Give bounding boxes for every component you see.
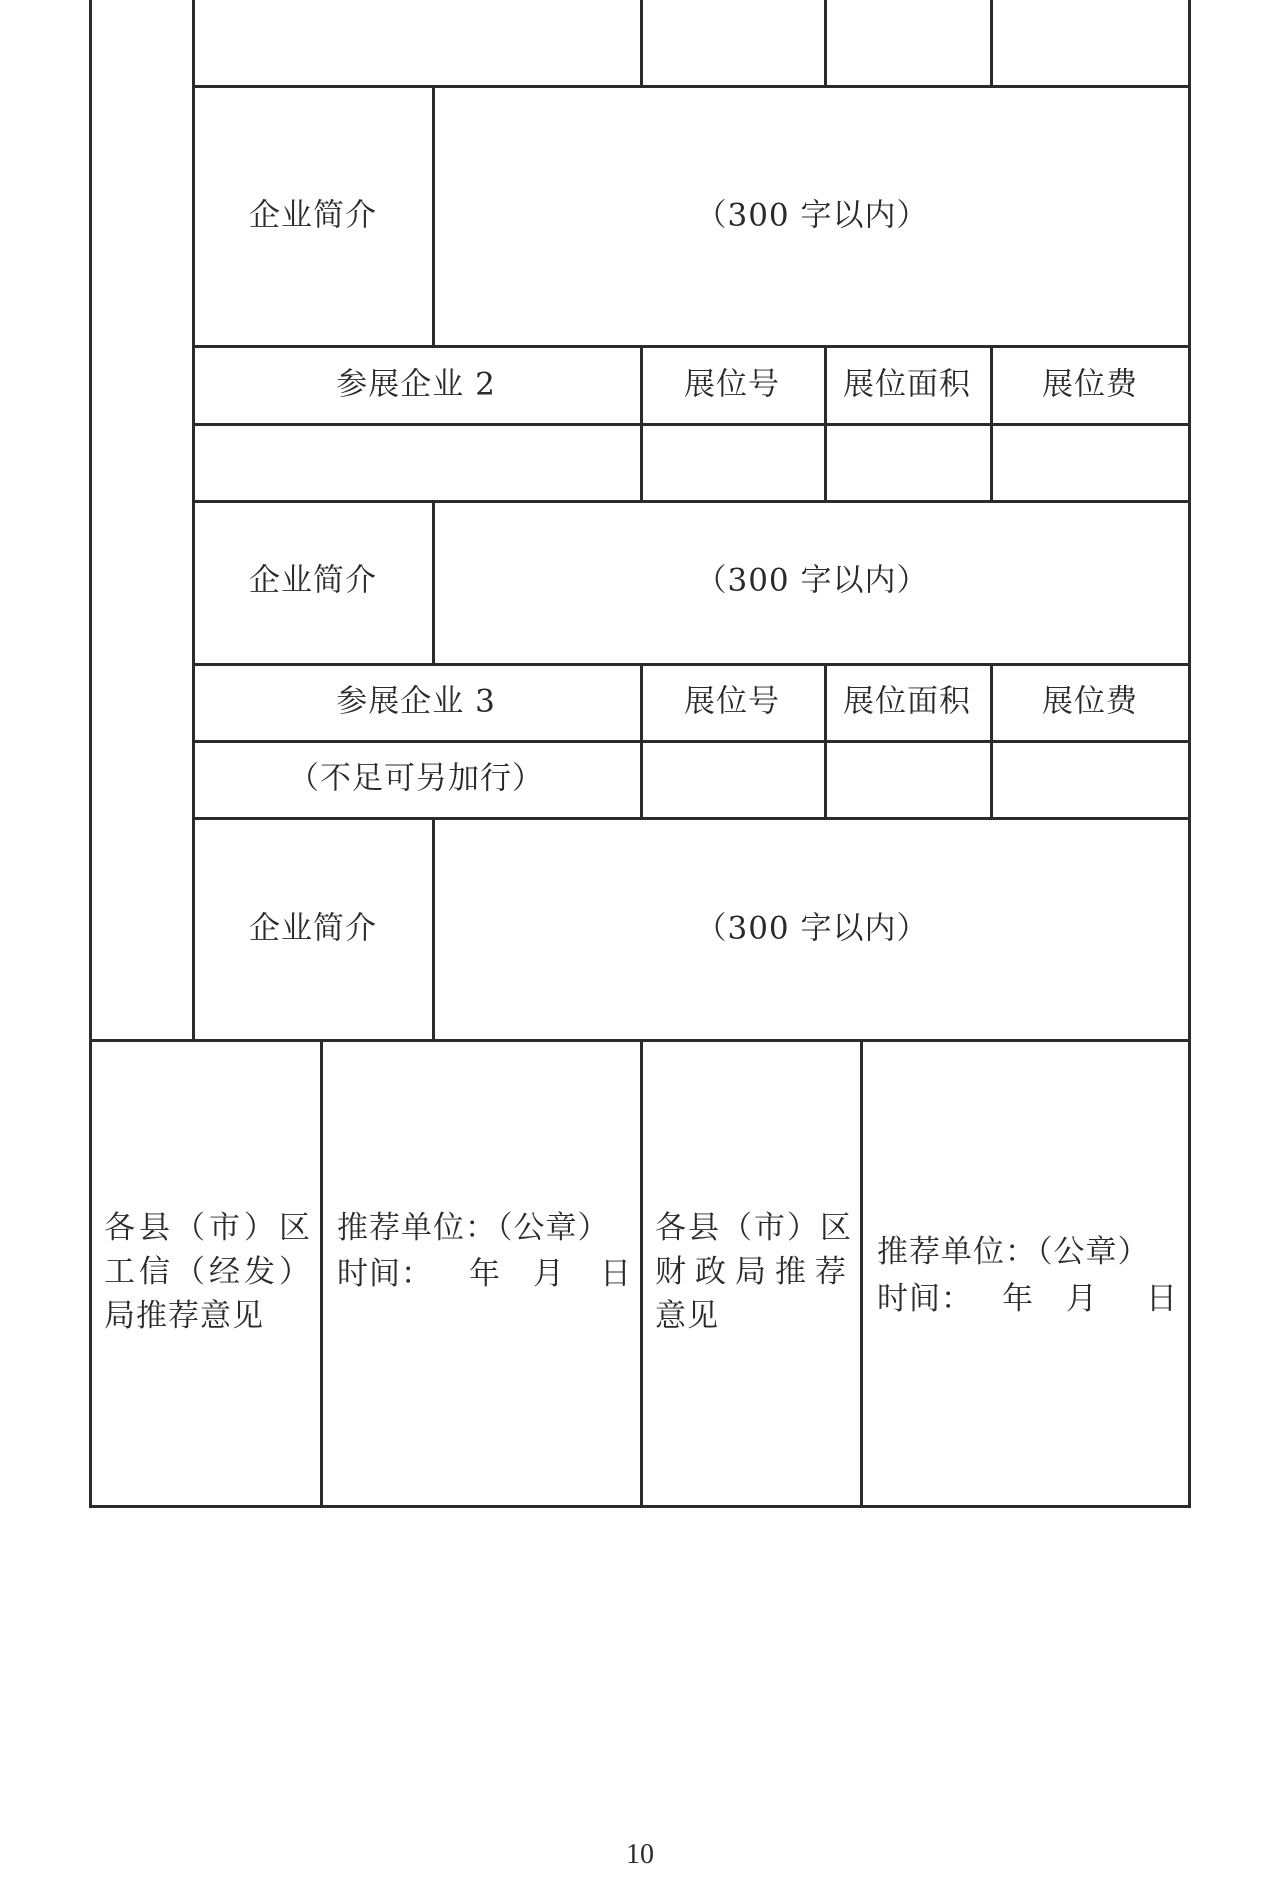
opinion2-label-line1: 各县（市）区 xyxy=(655,1210,853,1246)
opinion1-unit: 推荐单位：（公章） xyxy=(337,1210,610,1246)
company3-note: （不足可另加行） xyxy=(288,760,544,797)
row-line xyxy=(192,740,1191,743)
opinion1-year: 年 xyxy=(469,1256,501,1292)
intro-hint-3: （300 字以内） xyxy=(695,910,929,947)
company2-label: 参展企业 2 xyxy=(336,366,496,403)
divider xyxy=(640,0,643,88)
opinion2-month: 月 xyxy=(1066,1281,1098,1317)
row-line xyxy=(192,85,1191,88)
divider xyxy=(990,0,993,88)
opinion2-year: 年 xyxy=(1002,1281,1034,1317)
company3-booth-area: 展位面积 xyxy=(843,683,971,720)
company-intro-label-1: 企业简介 xyxy=(249,197,377,234)
divider xyxy=(824,0,827,88)
opinion1-label-line3: 局推荐意见 xyxy=(104,1298,264,1334)
row-line xyxy=(192,423,1191,426)
company2-booth-fee: 展位费 xyxy=(1042,366,1138,403)
opinion2-time: 时间： xyxy=(877,1281,973,1317)
intro-hint-2: （300 字以内） xyxy=(695,562,929,599)
divider xyxy=(320,1039,323,1508)
company2-booth-area: 展位面积 xyxy=(843,366,971,403)
table-border-left xyxy=(89,0,92,1508)
company3-label: 参展企业 3 xyxy=(336,683,496,720)
inner-column-divider xyxy=(192,0,195,1042)
row-line xyxy=(192,345,1191,348)
company3-booth-fee: 展位费 xyxy=(1042,683,1138,720)
company2-booth-no: 展位号 xyxy=(684,366,780,403)
divider xyxy=(432,817,435,1042)
divider xyxy=(860,1039,863,1508)
intro-hint-1: （300 字以内） xyxy=(695,197,929,234)
page-number: 10 xyxy=(626,1839,654,1870)
row-line xyxy=(192,500,1191,503)
company-intro-label-3: 企业简介 xyxy=(249,910,377,947)
opinion2-day: 日 xyxy=(1146,1281,1178,1317)
opinion1-label-line1: 各县（市）区 xyxy=(104,1210,314,1246)
divider xyxy=(432,500,435,666)
divider xyxy=(640,1039,643,1508)
opinion2-unit: 推荐单位：（公章） xyxy=(877,1234,1150,1270)
opinion1-month: 月 xyxy=(533,1256,565,1292)
company-intro-label-2: 企业简介 xyxy=(249,562,377,599)
opinion1-label-line2: 工信（经发） xyxy=(104,1254,314,1290)
opinion2-label-line2: 财政局推荐 xyxy=(655,1254,855,1290)
row-line xyxy=(192,663,1191,666)
divider xyxy=(432,85,435,348)
row-line xyxy=(192,817,1191,820)
table-border-right xyxy=(1188,0,1191,1508)
opinion2-label-line3: 意见 xyxy=(655,1298,719,1334)
opinion1-time: 时间： xyxy=(337,1256,433,1292)
company3-booth-no: 展位号 xyxy=(684,683,780,720)
opinion1-day: 日 xyxy=(600,1256,632,1292)
